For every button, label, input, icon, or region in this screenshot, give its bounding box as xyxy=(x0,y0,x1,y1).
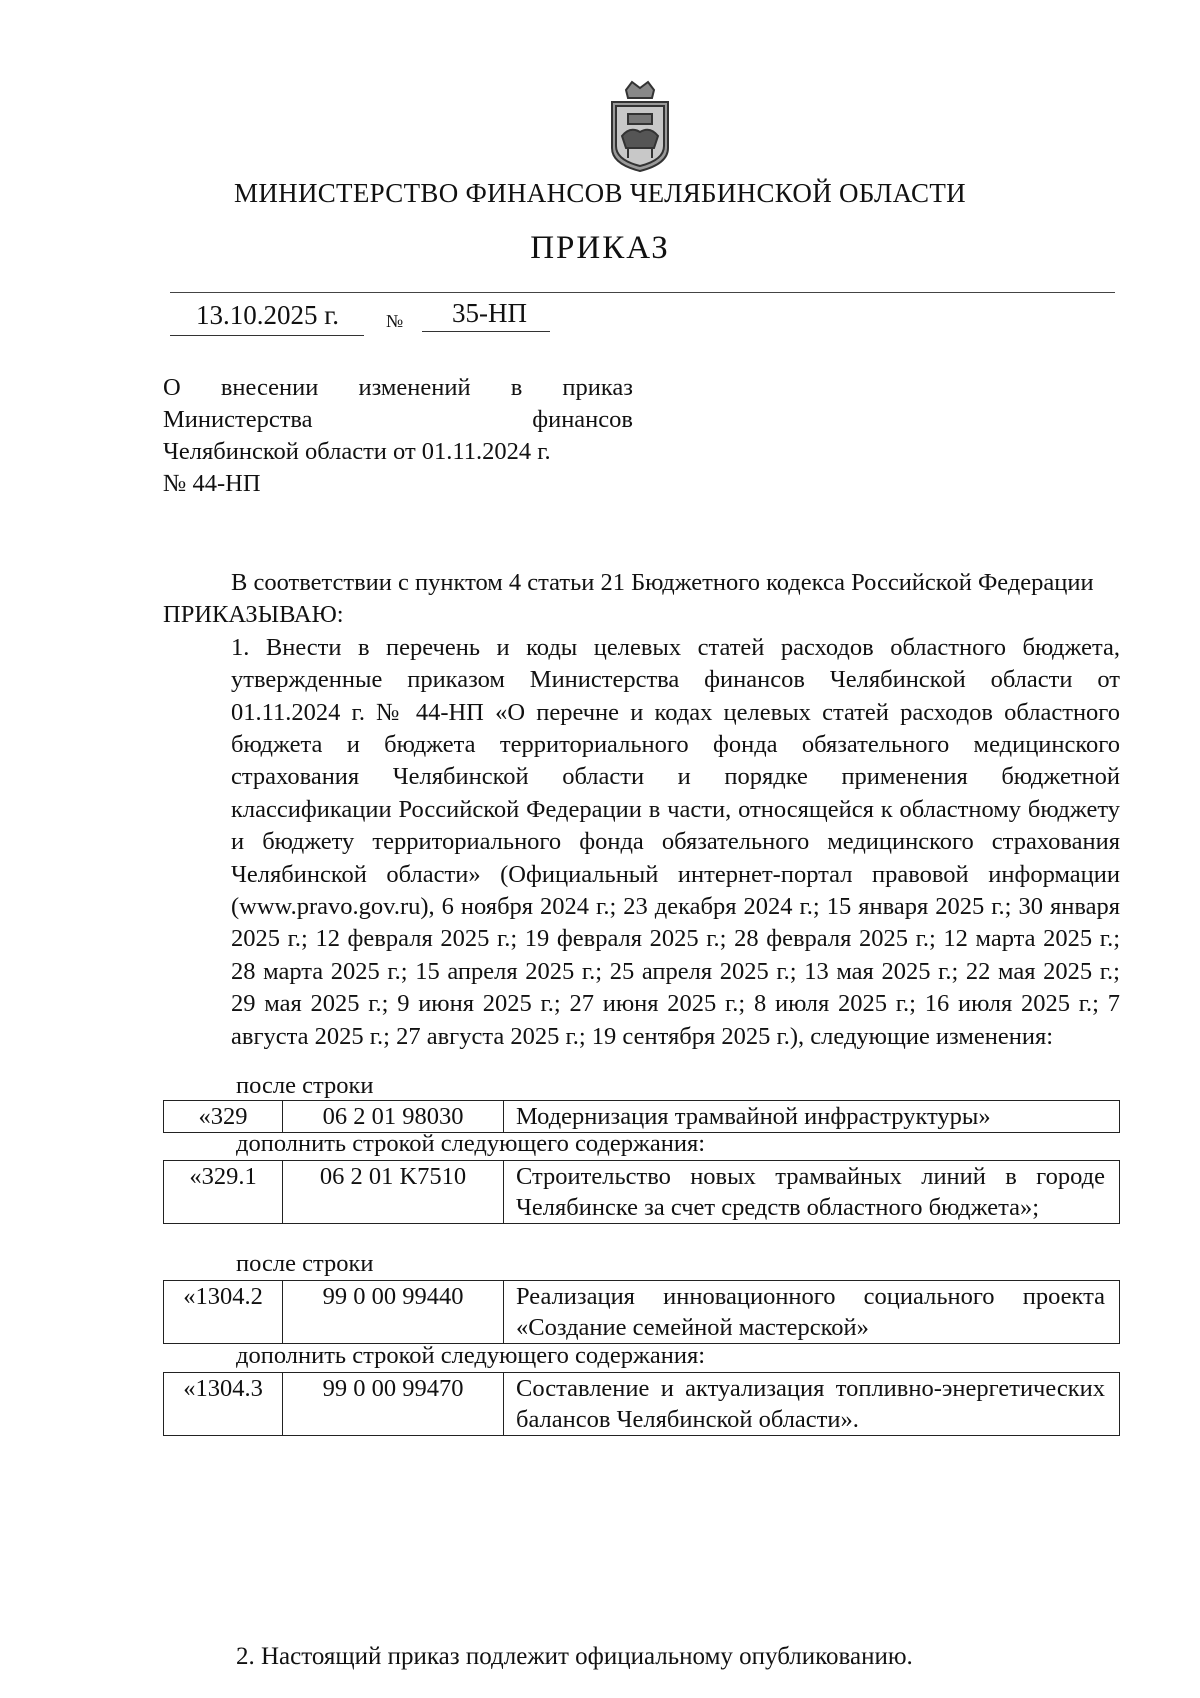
target-code: 06 2 01 98030 xyxy=(283,1101,504,1133)
order-subject xyxy=(163,372,633,500)
row-number: «1304.2 xyxy=(164,1281,283,1344)
row-number: «1304.3 xyxy=(164,1373,283,1436)
target-name: Реализация инновационного социального проекта «Создание семейной мастерской» xyxy=(504,1281,1120,1344)
add-row-label: дополнить строкой следующего содержания: xyxy=(236,1130,706,1157)
table-row xyxy=(164,1101,1120,1133)
table-row xyxy=(164,1281,1120,1344)
subject-line: № 44-НП xyxy=(163,470,261,497)
table-row xyxy=(164,1373,1120,1436)
subject-line: Челябинской области от 01.11.2024 г. xyxy=(163,438,551,465)
item-1-text: 1. Внести в перечень и коды целевых статей расходов областного бюджета, утвержденные приказом Министерства финансов Челябинской области от 01.11.2024 г. № 44-НП «О перечне и кодах целевых статей расходов областного бюджета и бюджета территориального фонда обязательного медицинского страхования Челябинской области и порядке применения бюджетной классификации Российской Федерации в части, относящейся к областному бюджету и бюджету территориального фонда обязательного медицинского страхования Челябинской области» (Официальный интернет-портал правовой информации (www.pravo.gov.ru), 6 ноября 2024 г.; 23 декабря 2024 г.; 15 января 2025 г.; 30 января 2025 г.; 12 февраля 2025 г.; 19 февраля 2025 г.; 28 февраля 2025 г.; 12 марта 2025 г.; 28 марта 2025 г.; 15 апреля 2025 г.; 25 апреля 2025 г.; 13 мая 2025 г.; 22 мая 2025 г.; 29 мая 2025 г.; 9 июня 2025 г.; 27 июня 2025 г.; 8 июля 2025 г.; 16 июля 2025 г.; 7 августа 2025 г.; 27 августа 2025 г.; 19 сентября 2025 г.), следующие изменения: xyxy=(231,633,1120,1050)
header-divider xyxy=(170,292,1115,293)
target-name: Составление и актуализация топливно-энергетических балансов Челябинской области». xyxy=(504,1373,1120,1436)
document-title: ПРИКАЗ xyxy=(530,230,670,266)
target-name: Строительство новых трамвайных линий в городе Челябинске за счет средств областного бюджета»; xyxy=(504,1161,1120,1224)
command-word: ПРИКАЗЫВАЮ: xyxy=(163,601,344,629)
target-code: 06 2 01 K7510 xyxy=(283,1161,504,1224)
table-row xyxy=(164,1161,1120,1224)
order-date: 13.10.2025 г. xyxy=(196,300,340,330)
order-number: 35-НП xyxy=(452,298,527,328)
row-number: «329.1 xyxy=(164,1161,283,1224)
subject-line: О внесении изменений в приказ xyxy=(163,374,633,401)
order-number-label: № xyxy=(386,311,404,331)
after-row-label: после строки xyxy=(236,1072,374,1099)
row-number: «329 xyxy=(164,1101,283,1133)
number-underline xyxy=(422,331,550,332)
order-body xyxy=(163,567,1120,1053)
after-row-label: после строки xyxy=(236,1250,374,1277)
target-code: 99 0 00 99470 xyxy=(283,1373,504,1436)
date-underline xyxy=(170,335,364,336)
target-name: Модернизация трамвайной инфраструктуры» xyxy=(504,1101,1120,1133)
add-row-label: дополнить строкой следующего содержания: xyxy=(236,1342,706,1369)
preamble: В соответствии с пунктом 4 статьи 21 Бюджетного кодекса Российской Федерации xyxy=(231,569,1094,596)
budget-row-table xyxy=(163,1100,1120,1133)
subject-line: Министерства финансов xyxy=(163,406,633,433)
item-2-text: 2. Настоящий приказ подлежит официальному опубликованию. xyxy=(236,1643,913,1670)
coat-of-arms-icon xyxy=(604,78,676,174)
budget-row-table xyxy=(163,1372,1120,1436)
target-code: 99 0 00 99440 xyxy=(283,1281,504,1344)
ministry-name: МИНИСТЕРСТВО ФИНАНСОВ ЧЕЛЯБИНСКОЙ ОБЛАСТИ xyxy=(234,178,966,208)
budget-row-table xyxy=(163,1280,1120,1344)
budget-row-table xyxy=(163,1160,1120,1224)
